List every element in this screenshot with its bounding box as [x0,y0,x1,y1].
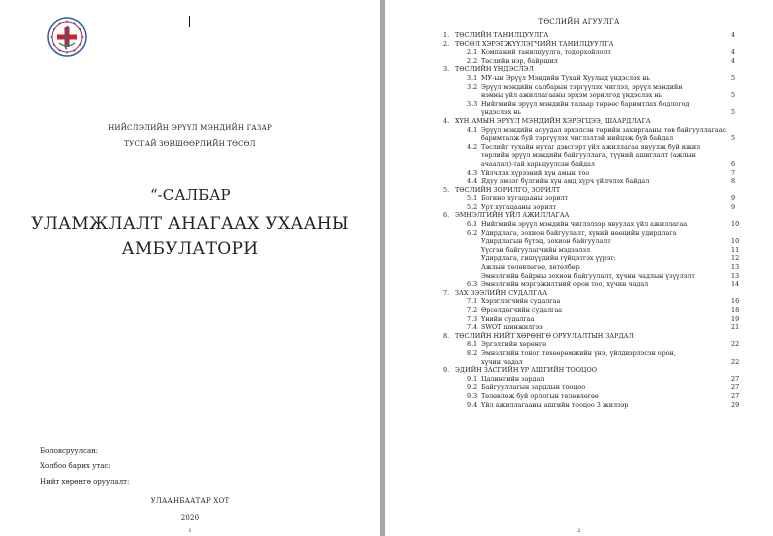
toc-entry-number: 7. [443,288,450,297]
toc-entry-title: Эмнэлгийн мэргэжилтний орон тоо, хүчин чадал [481,280,649,289]
toc-entry-number: 8.1 [467,340,478,349]
toc-entry[interactable] [385,366,773,375]
toc-entry-title: ЭМНЭЛГИЙН ҮЙЛ АЖИЛЛАГАА [455,211,570,220]
contact-phone-label: Холбоо барих утас: [40,462,111,470]
toc-entry[interactable] [385,349,773,366]
toc-entry-number: 8. [443,331,450,340]
toc-entry[interactable] [385,186,773,195]
toc-entry-title: ТӨСӨЛ ХЭРЭГЖҮҮЛЭГЧИЙН ТАНИЛЦУУЛГА [455,39,614,48]
toc-entry-page: 5 [731,91,736,100]
toc-entry[interactable] [385,48,773,57]
toc-entry-number: 4.1 [467,125,478,134]
toc-entry[interactable] [385,289,773,298]
toc-entry-number: 4. [443,116,450,125]
toc-entry-number: 5.2 [467,202,478,211]
toc-entry-page: 22 [731,357,740,366]
toc-entry[interactable] [385,194,773,203]
toc-entry-number: 9.1 [467,374,478,383]
toc-entry-number: 5. [443,185,450,194]
toc-entry-title: ЗАХ ЗЭЭЛИЙН СУДАЛГАА [455,288,548,297]
toc-entry-page: 4 [731,48,736,57]
toc-entry[interactable] [385,401,773,410]
toc-entry[interactable] [385,229,773,238]
toc-entry[interactable] [385,383,773,392]
toc-entry-title: Төлөвлөж буй орлогын төлөвлөгөө [481,391,599,400]
toc-entry-page: 27 [731,383,740,392]
toc-entry-title: Эмнэлгийн байрны зохион байгуулалт, хүчин чадлын үзүүлэлт [481,271,695,280]
toc-entry-number: 2. [443,39,450,48]
toc-entry[interactable] [385,332,773,341]
toc-entry[interactable] [385,126,773,143]
document-title-line-1: УЛАМЖЛАЛТ АНАГААХ УХААНЫ [31,214,349,234]
toc-entry[interactable] [385,74,773,83]
toc-entry[interactable] [385,392,773,401]
toc-entry-title: Үйл ажиллагааны ашгийн тооцоо 3 жилээр [481,400,629,409]
toc-entry-page: 5 [731,73,736,82]
page-number: 1 [188,528,192,534]
toc-entry-number: 7.2 [467,306,478,314]
toc-entry-number: 4.3 [467,168,478,177]
city-name: УЛААНБААТАР ХОТ [150,497,230,505]
toc-entry[interactable] [385,323,773,332]
prepared-by-label: Боловсруулсан: [40,447,99,455]
toc-entry-page: 7 [731,168,736,177]
toc-entry-title: Үүсгэн байгуулагчийн мэдээлэл [481,245,591,254]
toc-entry[interactable] [385,203,773,212]
toc-entry-number: 7.4 [467,323,478,332]
toc-entry[interactable] [385,83,773,100]
toc-entry-number: 4.2 [467,142,478,151]
toc-entry-page: 21 [731,323,740,332]
toc-entry-number: 7.1 [467,297,478,306]
toc-entry-number: 2.2 [467,56,478,65]
document-page-1 [0,0,380,536]
toc-entry-page: 29 [731,400,740,409]
toc-entry-title: Нийгмийн эрүүл мэндийн талаар төрөөс баримтлах бодлогод үндэслэх нь [481,99,690,117]
toc-entry-title: ТӨСЛИЙН ҮНДЭСЛЭЛ [455,65,534,74]
toc-entry-number: 3.2 [467,82,478,91]
toc-entry-number: 6. [443,211,450,220]
toc-entry[interactable] [385,40,773,49]
toc-entry-number: 6.2 [467,228,478,237]
toc-entry[interactable] [385,169,773,178]
toc-entry-title: Эмнэлгийн тоног төхөөрөмжийн үнэ, үйлдвэрлэсэн орон, хүчин чадал [481,348,676,366]
toc-entry-page: 8 [731,177,736,186]
text-cursor [189,16,190,27]
toc-entry-title: ХҮН АМЫН ЭРҮҮЛ МЭНДИЙН ХЭРЭГЦЭЭ, ШААРДЛАГА [455,116,651,125]
toc-entry-number: 7.3 [467,314,478,323]
toc-entry-number: 3. [443,65,450,74]
toc-entry[interactable] [385,100,773,117]
toc-entry[interactable] [385,246,773,255]
toc-entry-title: Төслийг тухайн нутаг дэвсгэрт үйл ажиллагаа явуулж буй ижил төрлийн эрүүл мэндийн байгууллага, түүний ашиглалт (ажлын ачаалал)-тай харьцуулсан байдал [481,142,701,168]
toc-entry-page: 4 [731,56,736,65]
toc-entry-number: 8.2 [467,348,478,357]
toc-entry[interactable] [385,272,773,281]
toc-entry-title: SWOT шинжилгээ [481,323,543,332]
toc-entry-page: 4 [731,31,736,39]
toc-title: ТӨСЛИЙН АГУУЛГА [538,18,620,26]
document-page-2 [385,0,773,536]
toc-entry-title: ТӨСЛИЙН ТАНИЛЦУУЛГА [455,31,549,39]
office-name: ТУСГАЙ ЗӨВШӨӨРЛИЙН ТӨСӨЛ [124,140,256,148]
toc-entry-number: 5.1 [467,194,478,203]
toc-entry-title: Цалингийн зардал [481,374,545,383]
page-number: 2 [577,528,581,534]
toc-entry[interactable] [385,315,773,324]
toc-entry-title: Эргэлтийн хөрөнгө [481,340,547,349]
toc-entry-number: 9.2 [467,383,478,392]
toc-entry-page: 11 [731,245,740,254]
toc-entry-title: Удирдлага, зохион байгуулалт, хүний нөөцийн удирдлага [481,228,677,237]
toc-entry-number: 9.3 [467,391,478,400]
toc-entry-page: 10 [731,237,740,246]
toc-entry-page: 5 [731,108,736,117]
toc-entry-title: Удирдлага, гишүүдийн гүйцэтгэх үүрэг: [481,254,616,263]
toc-entry[interactable] [385,297,773,306]
ministry-logo [46,16,88,58]
toc-entry-page: 18 [731,306,740,314]
toc-entry[interactable] [385,254,773,263]
toc-entry-page: 6 [731,159,736,168]
toc-entry-page: 5 [731,134,736,143]
total-investment-label: Нийт хөрөнгө оруулалт: [40,478,130,486]
toc-entry-title: Хэрэглэгчийн судалгаа [481,297,561,306]
toc-entry[interactable] [385,117,773,126]
toc-entry-page: 14 [731,280,740,289]
toc-entry-page: 22 [731,340,740,349]
toc-entry-title: Өрсөлдөгчийн судалгаа [481,306,563,314]
toc-entry-title: Эрүүл мэндийн асуудал эрхэлсэн төрийн захиргааны төв байгууллагаас баримталж буй тэргүүлэх чиглэлтэй нийцэж буй байдал [481,125,727,143]
toc-entry[interactable] [385,143,773,169]
toc-entry-page: 13 [731,271,740,280]
toc-entry-page: 9 [731,202,736,211]
toc-entry[interactable] [385,280,773,289]
toc-entry[interactable] [385,211,773,220]
toc-entry-page: 27 [731,391,740,400]
toc-entry-number: 4.4 [467,177,478,186]
toc-entry-title: Төслийн нэр, байршил [481,56,558,65]
toc-entry-page: 10 [731,220,740,229]
toc-entry-page: 9 [731,194,736,203]
toc-entry-page: 16 [731,297,740,306]
toc-entry-title: МУ-ын Эрүүл Мэндийн Тухай Хуулыд үндэслэх нь [481,73,651,82]
toc-entry-number: 6.1 [467,220,478,229]
toc-entry-number: 6.3 [467,280,478,289]
toc-entry-title: Ядуу эмзэг бүлгийн хүн амд хүрч үйлчлэх байдал [481,177,650,186]
toc-entry-title: Компаний танилцуулга, тодорхойлолт [481,48,611,57]
toc-entry[interactable] [385,31,773,40]
ministry-name: НИЙСЛЭЛИЙН ЭРҮҮЛ МЭНДИЙН ГАЗАР [108,124,272,132]
toc-entry-title: ТӨСЛИЙН НИЙТ ХӨРӨНГӨ ОРУУЛАЛТЫН ЗАРДАЛ [455,331,634,340]
toc-entry[interactable] [385,263,773,272]
toc-entry-page: 27 [731,374,740,383]
toc-entry-number: 3.3 [467,99,478,108]
document-year: 2020 [180,514,200,522]
toc-entry-title: Нийгмийн эрүүл мэндийн чиглэлээр явуулах үйл ажиллагаа [481,220,688,229]
toc-entry[interactable] [385,65,773,74]
toc-entry-title: Удирдлагын бүтэц, зохион байгуулалт [481,237,611,246]
toc-entry[interactable] [385,375,773,384]
department-label: “-САЛБАР [150,186,231,204]
toc-entry-title: Урт хугацааны зорилт [481,202,557,211]
document-title-line-2: АМБУЛАТОРИ [121,239,259,259]
toc-entry-title: Үйлчлэх хүрээний хүн амын тоо [481,168,590,177]
toc-entry-title: ЭДИЙН ЗАСГИЙН ҮР АШГИЙН ТООЦОО [455,366,597,375]
toc-entry[interactable] [385,177,773,186]
toc-entry[interactable] [385,220,773,229]
toc-entry-title: ТӨСЛИЙН ЗОРИЛГО, ЗОРИЛТ [455,185,561,194]
toc-entry-title: Богино хугацааны зорилт [481,194,569,203]
toc-entry[interactable] [385,306,773,315]
toc-entry-number: 2.1 [467,48,478,57]
toc-entry[interactable] [385,57,773,66]
toc-entry-title: Эрүүл мэндийн салбарын тэргүүлэх чиглэл, эрүүл мэндийн нэмны үйл ажиллагааны эрхэм зорилгод үндэслэх нь [481,82,683,100]
toc-entry-number: 9. [443,366,450,375]
toc-entry-title: Үнийн судалгаа [481,314,535,323]
toc-entry-number: 9.4 [467,400,478,409]
toc-entry[interactable] [385,340,773,349]
toc-entry-page: 13 [731,263,740,272]
toc-entry[interactable] [385,237,773,246]
toc-entry-title: Ажлын төлөвлөгөө, хөтөлбөр [481,263,580,272]
toc-entry-page: 12 [731,254,740,263]
toc-entry-number: 3.1 [467,73,478,82]
table-of-contents [385,31,773,409]
toc-entry-number: 1. [443,31,450,39]
toc-entry-page: 19 [731,314,740,323]
toc-entry-title: Байгууллагын зардлын тооцоо [481,383,586,392]
